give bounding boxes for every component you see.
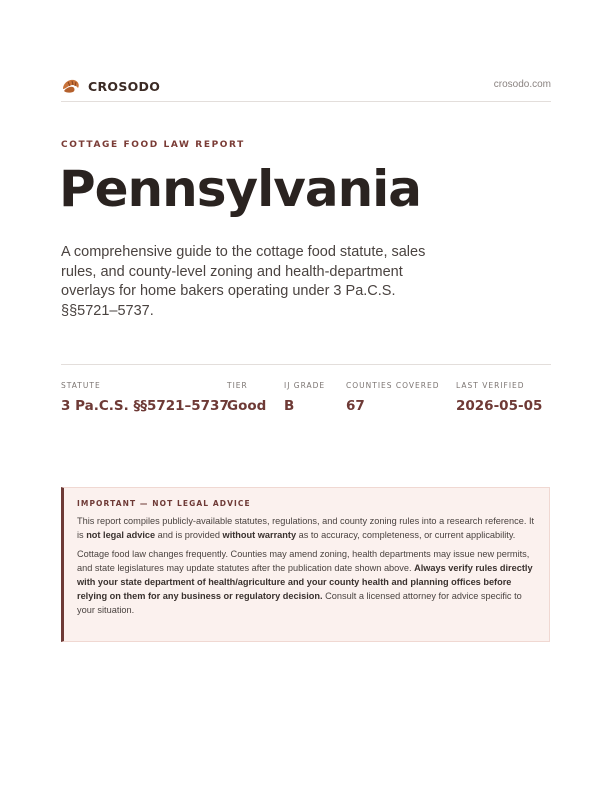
stat-label: TIER — [227, 381, 248, 390]
notice-emphasis: not legal advice — [86, 530, 156, 540]
notice-text: as to accuracy, completeness, or current applicability. — [296, 530, 516, 540]
notice-title: IMPORTANT — NOT LEGAL ADVICE — [77, 499, 251, 508]
stat-counties — [346, 381, 440, 414]
stat-label: IJ GRADE — [284, 381, 326, 390]
stat-label: COUNTIES COVERED — [346, 381, 440, 390]
site-url[interactable]: crosodo.com — [493, 79, 551, 90]
stat-value: 2026-05-05 — [456, 398, 543, 414]
stat-label: STATUTE — [61, 381, 101, 390]
report-kicker: COTTAGE FOOD LAW REPORT — [61, 140, 245, 150]
notice-text: Consult a licensed attorney for advice specific to your situation. — [77, 591, 522, 615]
stat-value: 3 Pa.C.S. §§5721–5737 — [61, 398, 229, 414]
lede-paragraph: A comprehensive guide to the cottage food statute, sales rules, and county-level zoning and health-department overlays for home bakers operating under 3 Pa.C.S. §§5721–5737. — [61, 244, 426, 319]
notice-text: This report compiles publicly-available statutes, regulations, and county zoning rules into a research reference. It is — [77, 516, 535, 540]
stat-ij-grade — [284, 381, 325, 414]
stat-last-verified — [456, 381, 542, 414]
page-title: Pennsylvania — [59, 160, 422, 218]
stat-tier — [227, 381, 266, 414]
legal-notice — [61, 487, 550, 642]
notice-paragraph-1 — [77, 514, 537, 542]
stat-label: LAST VERIFIED — [456, 381, 525, 390]
brand[interactable] — [61, 76, 160, 96]
page-header — [61, 76, 551, 102]
stat-value: Good — [227, 398, 267, 414]
notice-paragraph-2 — [77, 547, 537, 617]
stat-value: 67 — [346, 398, 365, 414]
notice-emphasis: without warranty — [222, 530, 297, 540]
notice-text: Cottage food law changes frequently. Counties may amend zoning, health departments may issue new permits, and state legislatures may update statutes after the publication date shown above. — [77, 549, 530, 573]
croissant-icon — [61, 76, 81, 96]
stat-value: B — [284, 398, 295, 414]
notice-text: and is provided — [155, 530, 223, 540]
notice-emphasis: Always verify rules directly with your state department of health/agriculture and your county health and planning offices before relying on them for any business or regulatory decision. — [77, 563, 533, 601]
brand-name: CROSODO — [88, 78, 161, 94]
stat-statute — [61, 381, 229, 414]
divider — [61, 364, 551, 365]
